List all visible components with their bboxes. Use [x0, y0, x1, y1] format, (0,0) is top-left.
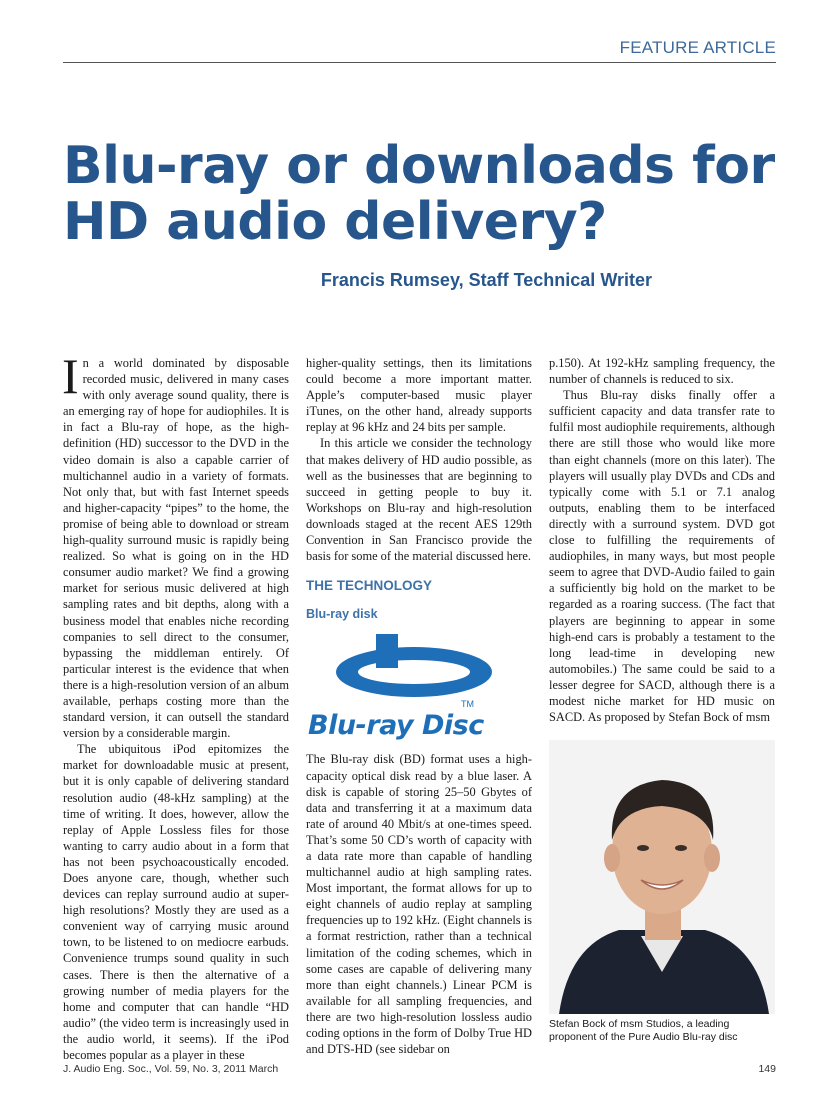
paragraph-text: n a world dominated by disposable recorded music, delivered in many cases with only average sound quality, there is an emerging ray of hope for audiophiles. It is in fact a Blu-ray of hope, as the high-definition (HD) successor to the DVD in the video domain is also a capable carrier of multichannel audio in a variety of formats. Not only that, but with fast Internet speeds and higher-capacity “pipes” to the home, the promise of being able to download or stream high-quality surround music is rapidly being realized. So what is going on in the HD consumer audio market? We find a growing market for serious music delivered at high sampling rates and bit depths, along with a business model that enables niche recording companies to sell direct to the consumer, bypassing the middleman entirely. Of particular interest is the evidence that when there is a high-resolution version of an album available, perhaps costing more than the standard version, it can outsell the standard version by a considerable margin.: [63, 356, 289, 741]
article-title: Blu-ray or downloads for HD audio delivery?: [63, 136, 775, 252]
section-heading: THE TECHNOLOGY: [306, 578, 433, 594]
text-column-2: [306, 355, 532, 1057]
page-number: 149: [758, 1063, 776, 1075]
photo-caption: Stefan Bock of msm Studios, a leading proponent of the Pure Audio Blu-ray disc: [549, 1018, 738, 1043]
article-byline: Francis Rumsey, Staff Technical Writer: [320, 270, 652, 290]
journal-citation: J. Audio Eng. Soc., Vol. 59, No. 3, 2011 March: [63, 1063, 279, 1075]
paragraph: The Blu-ray disk (BD) format uses a high-capacity optical disk read by a blue laser. A disk is capable of storing 25–50 Gbytes of data and transferring it at a maximum data rate of around 40 Mbit/s at one-times speed. That’s some 50 CD’s worth of capacity with a data rate more than capable of handling multichannel audio at high sampling rates. Most important, the format allows for up to eight channels of audio replay at sampling frequencies up to 192 kHz. (Eight channels is a format restriction, rather than a technical limitation of the coding schemes, which in some cases are capable of delivering many more than eight channels.) Linear PCM is available for all sampling frequencies, and there are two high-resolution lossless audio coding options in the form of Dolby True HD and DTS-HD (see sidebar on: [306, 752, 532, 1057]
author-photo: [549, 740, 775, 1014]
blu-ray-logo: [306, 628, 532, 743]
blu-ray-logo-icon: [306, 628, 532, 743]
paragraph: The ubiquitous iPod epitomizes the market for downloadable music at present, but it is only capable of delivering standard resolution audio (48-kHz sampling) at the time of writing. It does, however, allow the replay of Apple Lossless files for those wanting to carry audio about in a form that has not been psychoacoustically encoded. Does anyone care, though, whether such devices can replay surround audio at super-high resolutions? Mostly they are used as a convenient way of carrying music around town, to be listened to on mediocre earbuds. Convenience trumps sound quality in such cases. There is then the alternative of a growing number of media players for the home and computer that can handle “HD audio” (the video term is increasingly used in the audio world, it seems). If the iPod becomes popular as a player in these: [63, 742, 289, 1063]
text-column-1: [62, 348, 289, 1063]
paragraph: [62, 348, 289, 741]
section-label: FEATURE ARTICLE: [619, 38, 776, 57]
logo-wordmark: Blu-ray Disc: [308, 710, 484, 742]
paragraph: higher-quality settings, then its limitations could become a more important matter. Apple’s computer-based music player iTunes, on the other hand, already supports replay at 96 kHz and 24 bits per sample.: [306, 356, 532, 435]
paragraph: p.150). At 192-kHz sampling frequency, the number of channels is reduced to six.: [549, 356, 775, 387]
paragraph: Thus Blu-ray disks finally offer a sufficient capacity and data transfer rate to fulfil most audiophile requirements, although there are still those who would like more than eight channels (more on this later). The players will usually play DVDs and CDs and typically come with 5.1 or 7.1 analog outputs, enabling them to be interfaced directly with a surround system. DVD got close to fulfilling the requirements of audiophiles, in many ways, but most people seem to agree that DVD-Audio failed to gain a sufficiently big hold on the market to be regarded as a roaring success. (The fact that players are beginning to appear in some high-end cars is probably a testament to the long lead-time in developing new automobiles.) The same could be said to a lesser degree for SACD, although there is a modest niche market for HD music on SACD. As proposed by Stefan Bock of msm: [549, 388, 775, 725]
portrait-image: [549, 740, 775, 1014]
logo-tm: TM: [461, 699, 474, 710]
drop-cap: I: [62, 348, 79, 404]
header-divider: [63, 62, 776, 63]
paragraph: In this article we consider the technology that makes delivery of HD audio possible, as well as the businesses that are beginning to succeed in getting people to buy it. Workshops on Blu-ray and high-resolution downloads staged at the recent AES 129th Convention in San Francisco provide the basis for some of the material discussed here.: [306, 436, 532, 564]
text-column-3: [549, 355, 775, 725]
subsection-heading: Blu-ray disk: [306, 607, 378, 622]
